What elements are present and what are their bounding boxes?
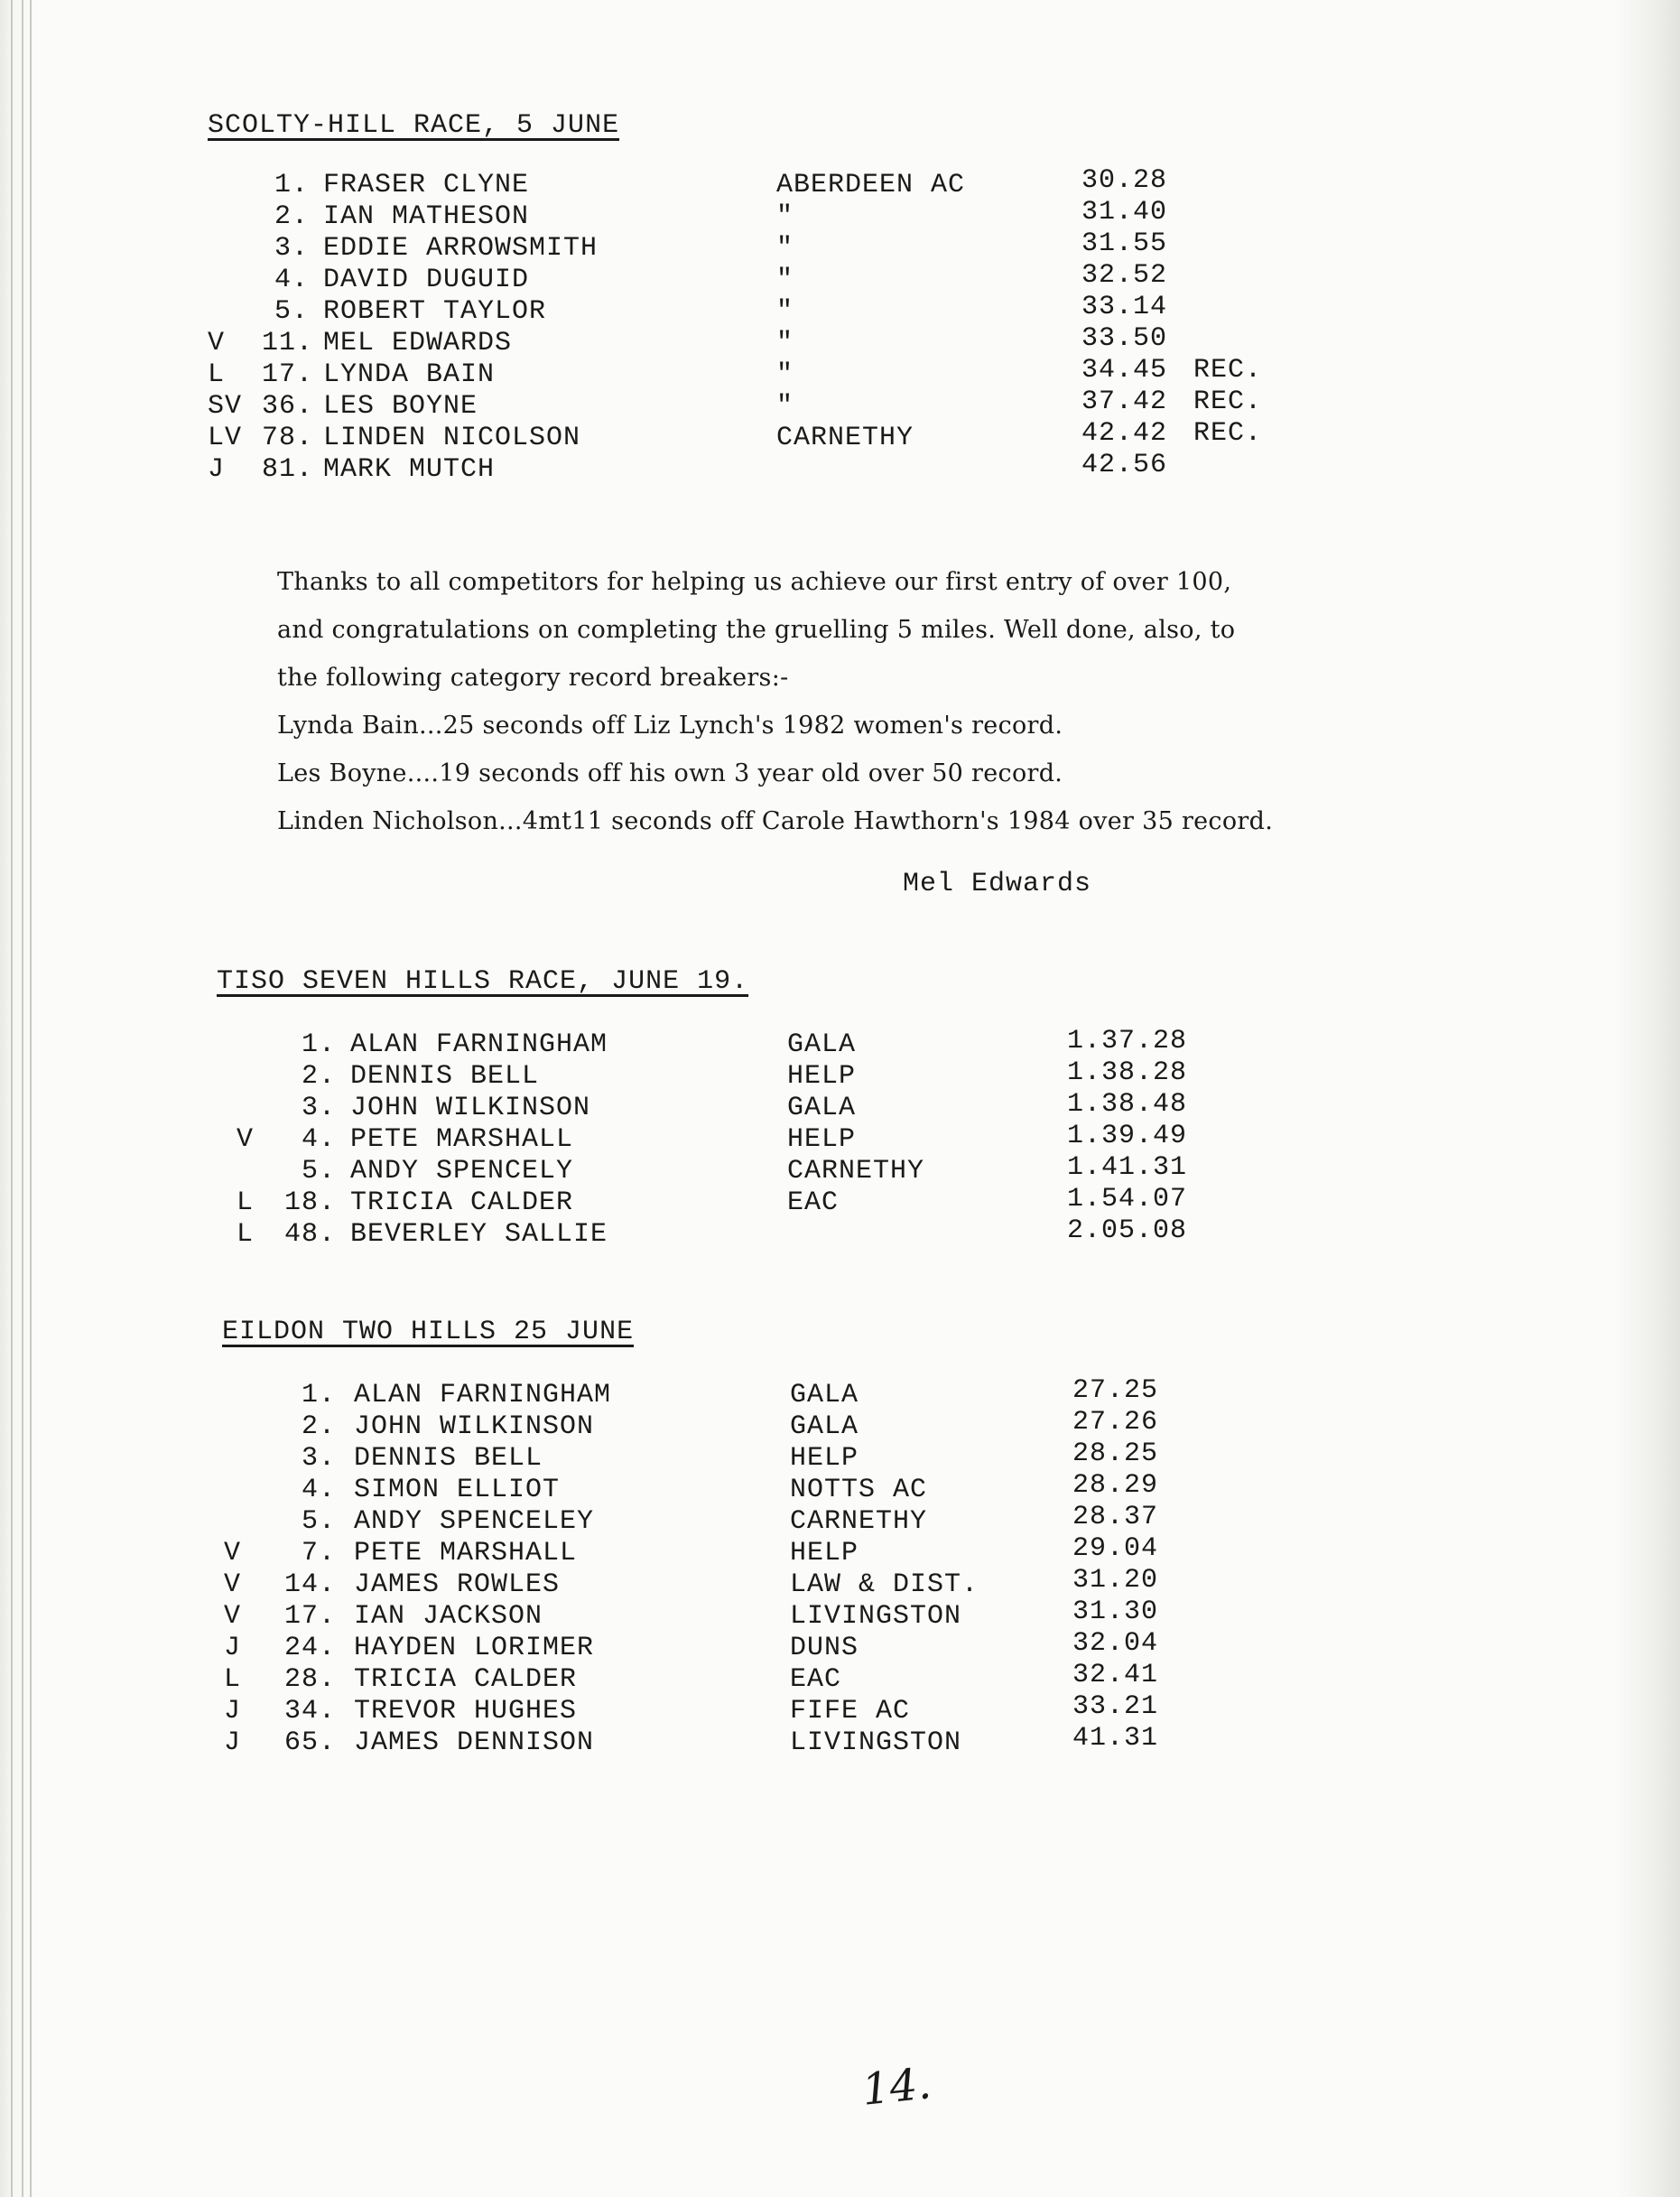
scolty-heading: SCOLTY-HILL RACE, 5 JUNE [208, 110, 620, 141]
record-note: REC. [1193, 418, 1263, 449]
finish-time: 28.29 [1072, 1470, 1159, 1501]
finish-position: 17. [262, 359, 314, 390]
finish-position: 2. [301, 1411, 336, 1442]
category-code: V [224, 1538, 242, 1569]
scolty-time-column [1081, 165, 1167, 481]
club-name: " [776, 391, 794, 422]
finish-position: 78. [262, 423, 314, 453]
finish-position: 4. [274, 265, 309, 295]
club-name: DUNS [790, 1633, 859, 1663]
finish-position: 28. [283, 1664, 336, 1695]
club-name: HELP [787, 1124, 857, 1155]
runner-name: DENNIS BELL [354, 1443, 543, 1474]
tiso-club-column [787, 1029, 924, 1251]
finish-position: 5. [274, 296, 309, 327]
category-code [224, 1475, 241, 1506]
finish-position: 2. [301, 1061, 336, 1092]
runner-name: ROBERT TAYLOR [323, 296, 547, 327]
runner-name: IAN JACKSON [354, 1601, 543, 1632]
finish-time: 33.21 [1072, 1691, 1159, 1722]
category-code: J [224, 1727, 242, 1758]
finish-position: 14. [283, 1569, 336, 1600]
runner-name: ALAN FARNINGHAM [354, 1380, 612, 1410]
page-right-shadow [1617, 0, 1680, 2197]
club-name: EAC [787, 1187, 840, 1218]
runner-name: MEL EDWARDS [323, 328, 513, 358]
category-code: LV [208, 423, 243, 453]
runner-name: EDDIE ARROWSMITH [323, 233, 599, 264]
club-name: GALA [787, 1029, 857, 1060]
finish-time: 1.38.48 [1067, 1089, 1188, 1120]
club-name: ABERDEEN AC [776, 170, 966, 200]
record-note: REC. [1193, 386, 1263, 417]
runner-name: ALAN FARNINGHAM [350, 1029, 608, 1060]
category-code [237, 1093, 254, 1124]
club-name: HELP [787, 1061, 857, 1092]
finish-time: 1.38.28 [1067, 1057, 1188, 1088]
finish-position: 3. [301, 1443, 336, 1474]
runner-name: JAMES DENNISON [354, 1727, 595, 1758]
record-note [1193, 165, 1262, 197]
category-code: L [237, 1187, 255, 1218]
club-name: " [776, 328, 794, 358]
record-note [1193, 197, 1262, 228]
commentary-line: and congratulations on completing the gruelling 5 miles. Well done, also, to [277, 616, 1236, 644]
runner-name: JOHN WILKINSON [350, 1093, 591, 1123]
runner-name: JAMES ROWLES [354, 1569, 561, 1600]
finish-time: 33.14 [1081, 292, 1168, 322]
finish-position: 65. [283, 1727, 336, 1758]
club-name: CARNETHY [790, 1506, 928, 1537]
finish-time: 32.04 [1072, 1628, 1159, 1659]
finish-time: 1.54.07 [1067, 1184, 1188, 1215]
tiso-pos-column [271, 1029, 336, 1251]
category-code: V [237, 1124, 255, 1155]
signature: Mel Edwards [903, 869, 1092, 899]
club-name: CARNETHY [776, 423, 914, 453]
runner-name: JOHN WILKINSON [354, 1411, 595, 1442]
runner-name: DAVID DUGUID [323, 265, 530, 295]
club-name: " [776, 233, 794, 264]
category-code [224, 1380, 241, 1411]
finish-position: 3. [274, 233, 309, 264]
category-code: V [224, 1569, 242, 1600]
page-edge-line [11, 0, 13, 2197]
tiso-time-column [1067, 1026, 1187, 1247]
finish-time: 29.04 [1072, 1533, 1159, 1564]
finish-position: 7. [301, 1538, 336, 1569]
category-code [237, 1156, 254, 1187]
runner-name: MARK MUTCH [323, 454, 496, 485]
scolty-commentary [277, 558, 1541, 845]
club-name: " [776, 201, 794, 232]
finish-position: 4. [301, 1124, 336, 1155]
finish-time: 27.26 [1072, 1407, 1159, 1438]
page-edge-line [30, 0, 32, 2197]
tiso-heading: TISO SEVEN HILLS RACE, JUNE 19. [217, 966, 749, 997]
runner-name: PETE MARSHALL [350, 1124, 574, 1155]
commentary-line: Linden Nicholson...4mt11 seconds off Carole Hawthorn's 1984 over 35 record. [277, 807, 1274, 835]
runner-name: FRASER CLYNE [323, 170, 530, 200]
runner-name: HAYDEN LORIMER [354, 1633, 595, 1663]
runner-name: BEVERLEY SALLIE [350, 1219, 608, 1250]
scolty-note-column [1193, 165, 1262, 481]
finish-time: 32.52 [1081, 260, 1168, 291]
club-name: NOTTS AC [790, 1475, 928, 1505]
category-code: L [208, 359, 226, 390]
finish-time: 37.42 [1081, 386, 1168, 417]
category-code [237, 1029, 254, 1061]
finish-time: 31.40 [1081, 197, 1168, 228]
scolty-pos-column [262, 170, 314, 486]
category-code [208, 201, 242, 233]
runner-name: IAN MATHESON [323, 201, 530, 232]
runner-name: LES BOYNE [323, 391, 478, 422]
club-name [776, 454, 965, 486]
eildon-club-column [790, 1380, 979, 1759]
runner-name: ANDY SPENCELY [350, 1156, 574, 1187]
runner-name: ANDY SPENCELEY [354, 1506, 595, 1537]
finish-position: 4. [301, 1475, 336, 1505]
runner-name: TRICIA CALDER [350, 1187, 574, 1218]
commentary-line: the following category record breakers:- [277, 664, 789, 692]
club-name: GALA [787, 1093, 857, 1123]
finish-position: 17. [283, 1601, 336, 1632]
club-name: FIFE AC [790, 1696, 911, 1727]
category-code: J [224, 1696, 242, 1727]
category-code [224, 1411, 241, 1443]
club-name: LIVINGSTON [790, 1727, 962, 1758]
finish-time: 42.42 [1081, 418, 1168, 449]
scolty-cat-column [208, 170, 242, 486]
finish-position: 5. [301, 1156, 336, 1187]
category-code: SV [208, 391, 243, 422]
record-note [1193, 292, 1262, 323]
page-edge-line [22, 0, 23, 2197]
finish-time: 32.41 [1072, 1660, 1159, 1690]
finish-time: 41.31 [1072, 1723, 1159, 1754]
runner-name: LINDEN NICOLSON [323, 423, 581, 453]
eildon-time-column [1072, 1375, 1158, 1755]
eildon-heading: EILDON TWO HILLS 25 JUNE [222, 1317, 635, 1347]
finish-time: 42.56 [1081, 450, 1168, 480]
commentary-line: Lynda Bain...25 seconds off Liz Lynch's 1982 women's record. [277, 712, 1063, 740]
category-code: V [208, 328, 226, 358]
eildon-pos-column [271, 1380, 336, 1759]
finish-time: 2.05.08 [1067, 1215, 1188, 1246]
club-name: " [776, 296, 794, 327]
finish-time: 1.41.31 [1067, 1152, 1188, 1183]
finish-position: 24. [283, 1633, 336, 1663]
finish-time: 27.25 [1072, 1375, 1159, 1406]
club-name: GALA [790, 1380, 859, 1410]
category-code: L [224, 1664, 242, 1695]
finish-position: 1. [274, 170, 309, 200]
finish-position: 11. [262, 328, 314, 358]
category-code [208, 233, 242, 265]
commentary-line: Les Boyne....19 seconds off his own 3 year old over 50 record. [277, 759, 1063, 787]
finish-position: 34. [283, 1696, 336, 1727]
club-name: GALA [790, 1411, 859, 1442]
record-note [1193, 450, 1262, 481]
runner-name: TREVOR HUGHES [354, 1696, 578, 1727]
club-name: " [776, 359, 794, 390]
club-name: LIVINGSTON [790, 1601, 962, 1632]
runner-name: SIMON ELLIOT [354, 1475, 561, 1505]
club-name: " [776, 265, 794, 295]
finish-time: 31.30 [1072, 1597, 1159, 1627]
scolty-club-column [776, 170, 965, 486]
category-code: V [224, 1601, 242, 1632]
record-note: REC. [1193, 355, 1263, 386]
club-name: HELP [790, 1538, 859, 1569]
club-name: CARNETHY [787, 1156, 925, 1187]
tiso-cat-column [237, 1029, 254, 1251]
category-code: J [208, 454, 226, 485]
finish-time: 1.37.28 [1067, 1026, 1188, 1057]
category-code: L [237, 1219, 255, 1250]
finish-time: 31.55 [1081, 228, 1168, 259]
category-code [208, 296, 242, 328]
finish-time: 33.50 [1081, 323, 1168, 354]
finish-time: 28.25 [1072, 1438, 1159, 1469]
record-note [1193, 228, 1262, 260]
runner-name: LYNDA BAIN [323, 359, 496, 390]
club-name [787, 1219, 924, 1251]
eildon-cat-column [224, 1380, 241, 1759]
finish-position: 1. [301, 1029, 336, 1060]
category-code [224, 1443, 241, 1475]
finish-time: 30.28 [1081, 165, 1168, 196]
category-code [208, 265, 242, 296]
page-number: 14. [859, 2058, 934, 2116]
category-code [237, 1061, 254, 1093]
finish-time: 28.37 [1072, 1502, 1159, 1532]
runner-name: PETE MARSHALL [354, 1538, 578, 1569]
finish-position: 48. [283, 1219, 336, 1250]
record-note [1193, 323, 1262, 355]
scolty-name-column [323, 170, 598, 486]
finish-time: 34.45 [1081, 355, 1168, 386]
finish-time: 31.20 [1072, 1565, 1159, 1596]
club-name: EAC [790, 1664, 842, 1695]
record-note [1193, 260, 1262, 292]
finish-position: 81. [262, 454, 314, 485]
tiso-name-column [350, 1029, 608, 1251]
finish-position: 3. [301, 1093, 336, 1123]
runner-name: TRICIA CALDER [354, 1664, 578, 1695]
finish-position: 18. [283, 1187, 336, 1218]
finish-position: 36. [262, 391, 314, 422]
commentary-line: Thanks to all competitors for helping us achieve our first entry of over 100, [277, 568, 1232, 596]
runner-name: DENNIS BELL [350, 1061, 540, 1092]
category-code: J [224, 1633, 242, 1663]
club-name: LAW & DIST. [790, 1569, 979, 1600]
category-code [224, 1506, 241, 1538]
finish-position: 2. [274, 201, 309, 232]
club-name: HELP [790, 1443, 859, 1474]
finish-position: 5. [301, 1506, 336, 1537]
finish-position: 1. [301, 1380, 336, 1410]
eildon-name-column [354, 1380, 611, 1759]
finish-time: 1.39.49 [1067, 1121, 1188, 1151]
category-code [208, 170, 242, 201]
